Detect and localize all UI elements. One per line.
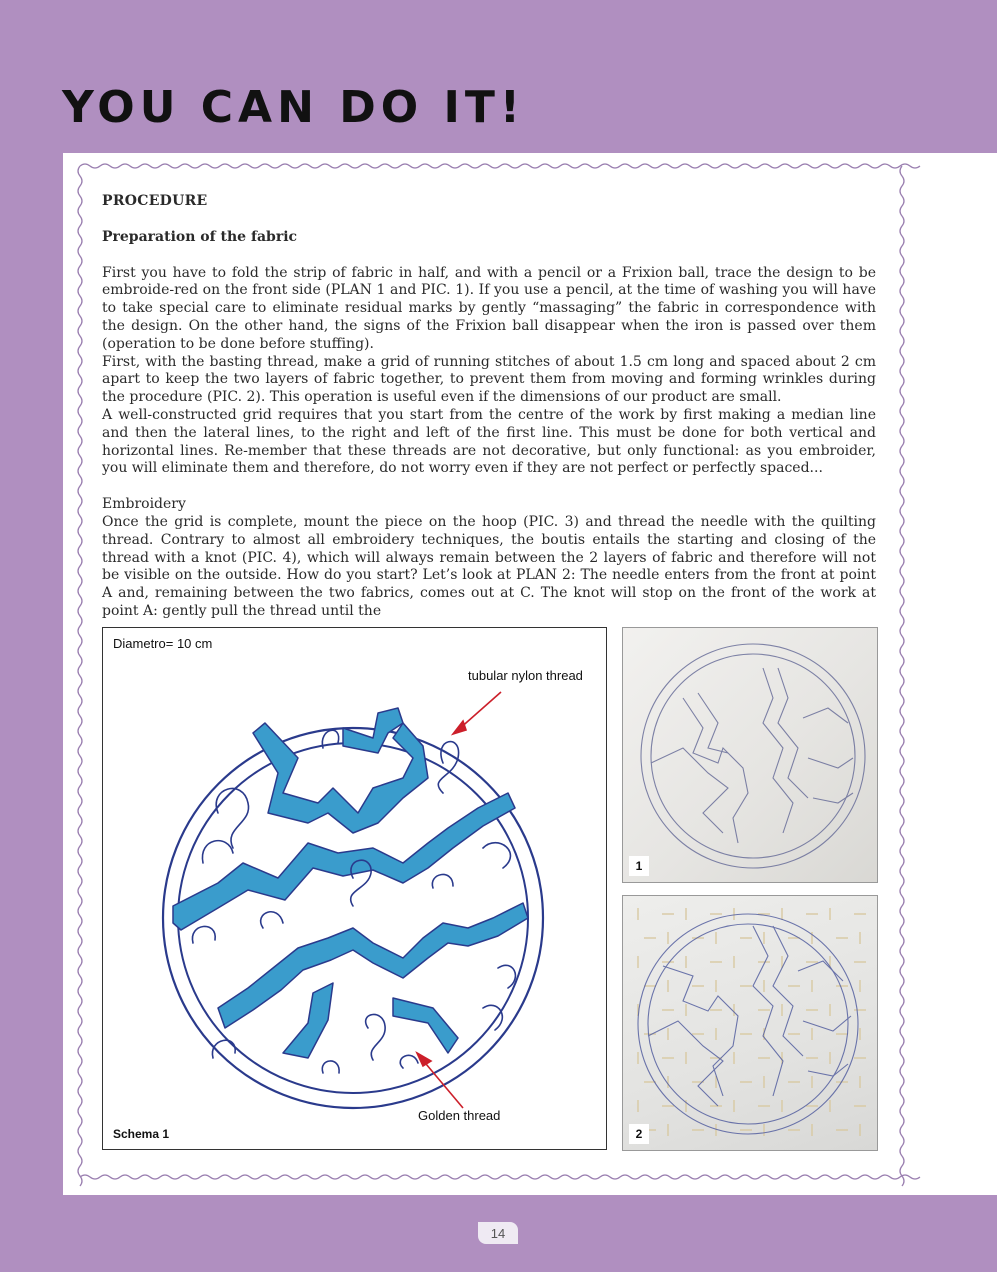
section-title-preparation: Preparation of the fabric: [102, 228, 298, 245]
section-title-embroidery: Embroidery: [102, 496, 186, 513]
photo-number-badge: 2: [629, 1124, 649, 1144]
traced-design-drawing: [623, 628, 877, 882]
schema-diagram: [102, 627, 607, 1150]
boutis-design-drawing: [103, 628, 606, 1149]
procedure-text: [102, 193, 876, 621]
page-number: 14: [478, 1222, 518, 1244]
diameter-label: Diametro= 10 cm: [113, 636, 213, 651]
nylon-thread-label: tubular nylon thread: [468, 668, 583, 683]
swirl-motifs: [192, 730, 515, 1073]
channel-shapes: [173, 708, 528, 1058]
outer-circle: [163, 728, 543, 1108]
golden-thread-label: Golden thread: [418, 1108, 501, 1123]
page-title: YOU CAN DO IT!: [62, 82, 525, 133]
photo-traced-design: [622, 627, 878, 883]
paragraph: A well-constructed grid requires that you start from the centre of the work by first making a median line and then the lateral lines, to the right and left of the first line. This must be done for both vertical and horizontal lines. Re-member that these threads are not decorative, but only functional: as you embroider, you will eliminate them and therefore, do not worry even if they are not perfect or perfectly spaced...: [102, 406, 876, 477]
paragraph: First, with the basting thread, make a grid of running stitches of about 1.5 cm long and spaced about 2 cm apart to keep the two layers of fabric together, to prevent them from moving and forming wrinkles during the procedure (PIC. 2). This operation is useful even if the dimensions of our product are small.: [102, 353, 876, 406]
paragraph: First you have to fold the strip of fabric in half, and with a pencil or a Frixion ball, trace the design to be embroide-red on the front side (PLAN 1 and PIC. 1). If you use a pencil, at the time of washing you will have to take special care to eliminate residual marks by gently “massaging” the fabric in correspondence with the design. On the other hand, the signs of the Frixion ball disappear when the iron is passed over them (operation to be done before stuffing).: [102, 264, 876, 352]
basting-grid-drawing: [623, 896, 877, 1150]
procedure-heading: PROCEDURE: [102, 193, 208, 209]
paragraph: Once the grid is complete, mount the piece on the hoop (PIC. 3) and thread the needle with the quilting thread. Contrary to almost all embroidery techniques, the boutis entails the starting and closing of the thread with a knot (PIC. 4), which will always remain between the 2 layers of fabric and therefore will not be visible on the outside. How do you start? Let’s look at PLAN 2: The needle enters from the front at point A and, remaining between the two fabrics, comes out at C. The knot will stop on the front of the work at point A: gently pull the thread until the: [102, 513, 876, 619]
photo-basting-grid: [622, 895, 878, 1151]
photo-number-badge: 1: [629, 856, 649, 876]
schema-label: Schema 1: [113, 1127, 170, 1141]
